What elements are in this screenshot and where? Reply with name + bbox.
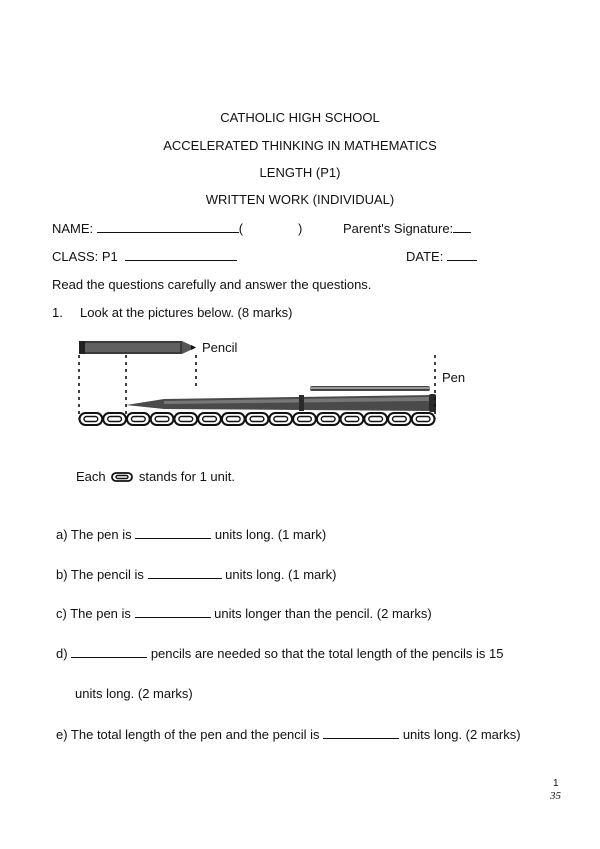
part-b-answer-blank[interactable] [148, 567, 222, 579]
name-blank[interactable] [97, 221, 239, 233]
date-row [406, 249, 477, 264]
paper-clip-inner-loop [226, 417, 240, 422]
paper-clip-icon [80, 413, 103, 425]
paper-clip-inner-loop [155, 417, 169, 422]
name-label: NAME: [52, 221, 94, 236]
paper-clip-icon [317, 413, 340, 425]
school-name: CATHOLIC HIGH SCHOOL [220, 110, 380, 125]
paper-clip-icon [246, 413, 269, 425]
paper-clip-icon [412, 413, 435, 425]
paper-clip-icon [222, 413, 245, 425]
paper-clip-inner-loop [369, 417, 383, 422]
programme-title: ACCELERATED THINKING IN MATHEMATICS [163, 138, 437, 153]
handwritten-mark: 35 [550, 790, 561, 802]
paper-clip-inner-loop [298, 417, 312, 422]
part-e-text: e) The total length of the pen and the pencil is [56, 727, 320, 742]
date-label: DATE: [406, 249, 444, 264]
class-blank[interactable] [125, 249, 237, 261]
signature-row [343, 221, 471, 236]
part-d-continuation: units long. (2 marks) [75, 686, 193, 701]
part-d-text: d) [56, 646, 68, 661]
paper-clip-inner-loop [84, 417, 98, 422]
question-1-number: 1. [52, 305, 63, 320]
part-b [56, 567, 336, 582]
paper-clip-inner-loop [179, 417, 193, 422]
pen-image [126, 386, 436, 412]
part-e-suffix: units long. (2 marks) [402, 727, 521, 742]
paper-clip-icon [269, 413, 292, 425]
part-a-text: a) The pen is [56, 527, 132, 542]
key-suffix: stands for 1 unit. [138, 469, 236, 484]
part-c-suffix: units longer than the pencil. (2 marks) [214, 606, 432, 621]
name-paren-open: ( [238, 221, 244, 236]
part-a-answer-blank[interactable] [135, 527, 211, 539]
paper-clip-inner-loop [321, 417, 335, 422]
paper-clip-icon [341, 413, 364, 425]
paper-clip-icon [293, 413, 316, 425]
paper-clip-inner-loop [203, 417, 217, 422]
instructions: Read the questions carefully and answer the questions. [52, 277, 372, 292]
part-d-answer-blank[interactable] [71, 646, 147, 658]
paper-clip-inner-loop [345, 417, 359, 422]
work-type-title: WRITTEN WORK (INDIVIDUAL) [205, 192, 395, 207]
pencil-image [79, 341, 196, 354]
paper-clip-inner-loop [108, 417, 122, 422]
paper-clip-icon [174, 413, 197, 425]
part-c [56, 606, 432, 621]
signature-label: Parent's Signature: [343, 221, 454, 236]
part-c-text: c) The pen is [56, 606, 131, 621]
part-d-suffix: pencils are needed so that the total length of the pencils is 15 [150, 646, 504, 661]
part-b-suffix: units long. (1 mark) [225, 567, 337, 582]
paper-clip-icon [127, 413, 150, 425]
part-a-suffix: units long. (1 mark) [214, 527, 327, 542]
signature-blank[interactable] [453, 221, 471, 233]
class-label: CLASS: P1 [52, 249, 118, 264]
part-e-answer-blank[interactable] [323, 727, 399, 739]
paper-clip-inner-loop [131, 417, 145, 422]
paper-clip-icon [111, 470, 133, 485]
name-paren-close: ) [298, 221, 303, 236]
paper-clip-inner-loop [250, 417, 264, 422]
pen-label: Pen [442, 370, 466, 385]
paper-clip-icon [198, 413, 221, 425]
paper-clip-inner-loop [274, 417, 288, 422]
key-prefix: Each [76, 469, 106, 484]
part-e [56, 727, 521, 742]
part-c-answer-blank[interactable] [135, 606, 211, 618]
class-row [52, 249, 237, 264]
page-number: 1 [553, 778, 559, 789]
paper-clip-chain [80, 413, 435, 425]
part-b-text: b) The pencil is [56, 567, 144, 582]
paper-clip-inner-loop [416, 417, 430, 422]
length-figure [74, 335, 474, 435]
topic-title: LENGTH (P1) [259, 165, 341, 180]
paper-clip-icon [388, 413, 411, 425]
paper-clip-icon [151, 413, 174, 425]
part-d [56, 646, 504, 661]
pencil-label: Pencil [202, 340, 238, 355]
part-a [56, 527, 326, 542]
question-1-text: Look at the pictures below. (8 marks) [80, 305, 293, 320]
clip-key [76, 469, 235, 485]
paper-clip-inner-loop [393, 417, 407, 422]
length-figure-svg [74, 335, 474, 435]
paper-clip-icon [103, 413, 126, 425]
paper-clip-icon [364, 413, 387, 425]
name-row [52, 221, 243, 236]
date-blank[interactable] [447, 249, 477, 261]
